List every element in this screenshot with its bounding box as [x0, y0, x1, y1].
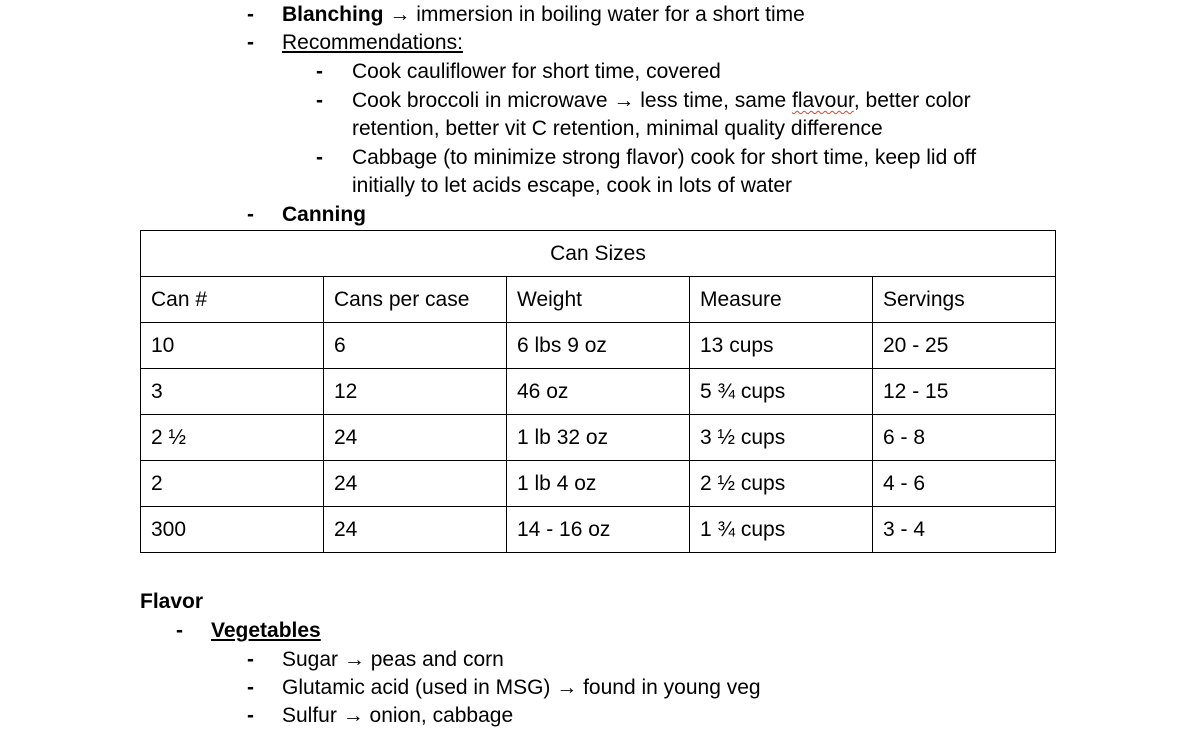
table-cell: 46 oz: [507, 369, 690, 415]
recommendation-cabbage-cont: initially to let acids escape, cook in lots of water: [352, 174, 793, 197]
blanching-term: Blanching: [282, 3, 384, 26]
bullet-dash: -: [247, 203, 254, 226]
recommendation-broccoli-end: , better color: [853, 89, 971, 112]
table-cell: 24: [324, 415, 507, 461]
table-cell: 3 ½ cups: [690, 415, 873, 461]
table-cell: 3 - 4: [873, 507, 1056, 553]
table-cell: 12: [324, 369, 507, 415]
table-row: [141, 323, 1056, 369]
table-cell: 14 - 16 oz: [507, 507, 690, 553]
vegetables-heading: Vegetables: [211, 619, 321, 642]
table-cell: 6 lbs 9 oz: [507, 323, 690, 369]
flavor-heading: Flavor: [140, 590, 204, 613]
blanching-line: [282, 1, 805, 29]
bullet-dash: -: [247, 676, 254, 699]
table-cell: 12 - 15: [873, 369, 1056, 415]
recommendations-heading: Recommendations:: [282, 31, 463, 54]
table-row: [141, 461, 1056, 507]
table-row: [141, 507, 1056, 553]
bullet-dash: -: [247, 648, 254, 671]
can-sizes-table: [140, 230, 1056, 553]
table-cell: 20 - 25: [873, 323, 1056, 369]
table-cell: 2 ½ cups: [690, 461, 873, 507]
table-cell: 13 cups: [690, 323, 873, 369]
bullet-dash: -: [247, 704, 254, 727]
canning-heading: Canning: [282, 203, 366, 226]
table-row: [141, 369, 1056, 415]
bullet-dash: -: [176, 619, 183, 642]
bullet-dash: -: [316, 89, 323, 112]
blanching-definition: immersion in boiling water for a short time: [416, 3, 805, 26]
table-cell: 2 ½: [141, 415, 324, 461]
table-header-row: [141, 277, 1056, 323]
table-row: [141, 415, 1056, 461]
table-cell: 5 ¾ cups: [690, 369, 873, 415]
table-cell: 1 lb 32 oz: [507, 415, 690, 461]
bullet-dash: -: [247, 3, 254, 26]
bullet-dash: -: [316, 60, 323, 83]
table-caption-row: [141, 231, 1056, 277]
table-cell: 1 ¾ cups: [690, 507, 873, 553]
bullet-dash: -: [316, 146, 323, 169]
header-cell: Cans per case: [324, 277, 507, 323]
table-cell: 4 - 6: [873, 461, 1056, 507]
recommendation-broccoli-start: Cook broccoli in microwave → less time, same: [352, 89, 787, 112]
table-cell: 2: [141, 461, 324, 507]
vegetable-item-glutamic: Glutamic acid (used in MSG) → found in young veg: [282, 676, 761, 699]
table-cell: 3: [141, 369, 324, 415]
bullet-dash: -: [247, 31, 254, 54]
table-cell: 1 lb 4 oz: [507, 461, 690, 507]
table-cell: 6 - 8: [873, 415, 1056, 461]
vegetable-item-sulfur: Sulfur → onion, cabbage: [282, 704, 514, 727]
recommendation-broccoli-cont: retention, better vit C retention, minimal quality difference: [352, 117, 883, 140]
table-cell: 24: [324, 507, 507, 553]
table-cell: 300: [141, 507, 324, 553]
vegetable-item-sugar: Sugar → peas and corn: [282, 648, 504, 671]
table-cell: 24: [324, 461, 507, 507]
misspelled-word: flavour: [791, 89, 854, 112]
header-cell: Measure: [690, 277, 873, 323]
table-caption: Can Sizes: [141, 231, 1056, 277]
header-cell: Can #: [141, 277, 324, 323]
recommendation-broccoli: [352, 87, 971, 115]
table-cell: 10: [141, 323, 324, 369]
header-cell: Servings: [873, 277, 1056, 323]
table-cell: 6: [324, 323, 507, 369]
recommendation-cauliflower: Cook cauliflower for short time, covered: [352, 60, 721, 83]
recommendation-cabbage: Cabbage (to minimize strong flavor) cook for short time, keep lid off: [352, 146, 977, 169]
arrow-glyph: →: [389, 3, 411, 26]
header-cell: Weight: [507, 277, 690, 323]
